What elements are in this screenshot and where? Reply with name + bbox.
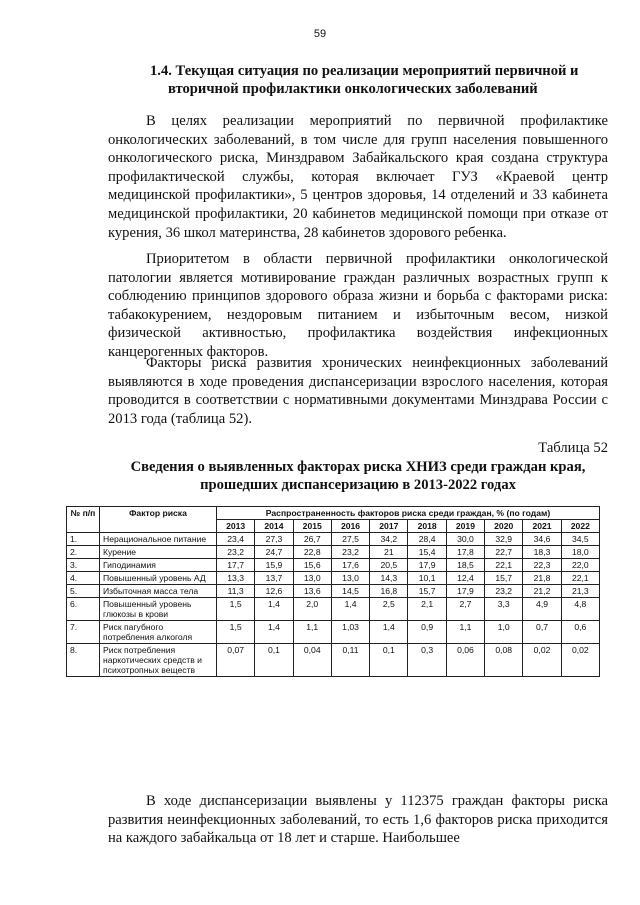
table-title-line-2: прошедших диспансеризацию в 2013-2022 годах bbox=[200, 477, 516, 493]
row-value: 20,5 bbox=[370, 559, 408, 572]
paragraph: Факторы риска развития хронических неинфекционных заболеваний выявляются в ходе проведения диспансеризации взрослого населения, которая проводится в соответствии с нормативными документами Минздрава России с 2013 года (таблица 52). bbox=[108, 355, 608, 427]
table-header-row bbox=[67, 507, 600, 520]
row-value: 1,5 bbox=[217, 598, 255, 621]
row-value: 27,3 bbox=[255, 533, 293, 546]
row-value: 0,07 bbox=[217, 644, 255, 677]
row-number: 7. bbox=[67, 621, 100, 644]
row-value: 13,7 bbox=[255, 572, 293, 585]
year-header: 2015 bbox=[293, 520, 331, 533]
row-value: 21,2 bbox=[523, 585, 561, 598]
year-header: 2018 bbox=[408, 520, 446, 533]
row-number: 4. bbox=[67, 572, 100, 585]
row-value: 15,6 bbox=[293, 559, 331, 572]
row-value: 2,5 bbox=[370, 598, 408, 621]
row-value: 22,1 bbox=[485, 559, 523, 572]
row-value: 28,4 bbox=[408, 533, 446, 546]
table-row bbox=[67, 559, 600, 572]
row-value: 15,4 bbox=[408, 546, 446, 559]
table-label: Таблица 52 bbox=[538, 440, 608, 456]
row-value: 13,3 bbox=[217, 572, 255, 585]
row-value: 18,5 bbox=[446, 559, 484, 572]
row-value: 1,5 bbox=[217, 621, 255, 644]
row-value: 1,1 bbox=[293, 621, 331, 644]
row-value: 2,7 bbox=[446, 598, 484, 621]
table-title-line-1: Сведения о выявленных факторах риска ХНИЗ среди граждан края, bbox=[130, 459, 586, 475]
row-value: 0,9 bbox=[408, 621, 446, 644]
section-heading-line-2: вторичной профилактики онкологических заболеваний bbox=[168, 81, 538, 97]
row-value: 14,5 bbox=[331, 585, 369, 598]
row-value: 15,7 bbox=[485, 572, 523, 585]
table-body bbox=[67, 533, 600, 677]
row-value: 22,0 bbox=[561, 559, 599, 572]
row-value: 18,0 bbox=[561, 546, 599, 559]
row-value: 0,06 bbox=[446, 644, 484, 677]
row-value: 2,0 bbox=[293, 598, 331, 621]
row-value: 17,9 bbox=[446, 585, 484, 598]
section-heading bbox=[150, 62, 590, 98]
row-value: 22,8 bbox=[293, 546, 331, 559]
row-value: 16,8 bbox=[370, 585, 408, 598]
row-value: 21,3 bbox=[561, 585, 599, 598]
row-factor: Повышенный уровень глюкозы в крови bbox=[100, 598, 217, 621]
paragraph-structure bbox=[108, 112, 608, 242]
row-value: 12,4 bbox=[446, 572, 484, 585]
year-header: 2021 bbox=[523, 520, 561, 533]
row-value: 23,2 bbox=[331, 546, 369, 559]
row-value: 27,5 bbox=[331, 533, 369, 546]
row-factor: Гиподинамия bbox=[100, 559, 217, 572]
row-value: 11,3 bbox=[217, 585, 255, 598]
row-value: 26,7 bbox=[293, 533, 331, 546]
section-heading-line-1: 1.4. Текущая ситуация по реализации мероприятий первичной и bbox=[150, 63, 579, 79]
row-value: 17,6 bbox=[331, 559, 369, 572]
row-value: 34,2 bbox=[370, 533, 408, 546]
table-row bbox=[67, 621, 600, 644]
row-value: 13,6 bbox=[293, 585, 331, 598]
row-value: 17,8 bbox=[446, 546, 484, 559]
row-value: 17,7 bbox=[217, 559, 255, 572]
row-value: 21 bbox=[370, 546, 408, 559]
table-row bbox=[67, 585, 600, 598]
year-header: 2016 bbox=[331, 520, 369, 533]
row-factor: Избыточная масса тела bbox=[100, 585, 217, 598]
row-value: 0,1 bbox=[370, 644, 408, 677]
row-value: 22,3 bbox=[523, 559, 561, 572]
risk-factor-table bbox=[66, 506, 600, 677]
row-number: 5. bbox=[67, 585, 100, 598]
paragraph-risk-factors bbox=[108, 354, 608, 428]
table-row bbox=[67, 546, 600, 559]
paragraph: В целях реализации мероприятий по первичной профилактике онкологических заболеваний, в том числе для групп населения повышенного онкологического риска, Минздравом Забайкальского края создана структура профилактической службы, которая включает ГУЗ «Краевой центр медицинской профилактики», 5 центров здоровья, 14 отделений и 33 кабинета медицинской профилактики, 20 кабинетов медицинской помощи при отказе от курения, 36 школ материнства, 28 кабинетов здорового ребенка. bbox=[108, 113, 608, 241]
row-value: 34,6 bbox=[523, 533, 561, 546]
row-value: 1,4 bbox=[370, 621, 408, 644]
year-header: 2020 bbox=[485, 520, 523, 533]
row-value: 0,1 bbox=[255, 644, 293, 677]
row-factor: Повышенный уровень АД bbox=[100, 572, 217, 585]
row-value: 0,08 bbox=[485, 644, 523, 677]
row-value: 15,7 bbox=[408, 585, 446, 598]
row-value: 32,9 bbox=[485, 533, 523, 546]
year-header: 2013 bbox=[217, 520, 255, 533]
row-value: 1,1 bbox=[446, 621, 484, 644]
row-value: 1,0 bbox=[485, 621, 523, 644]
row-value: 21,8 bbox=[523, 572, 561, 585]
row-value: 0,04 bbox=[293, 644, 331, 677]
row-number: 2. bbox=[67, 546, 100, 559]
row-value: 10,1 bbox=[408, 572, 446, 585]
header-num: № п/п bbox=[67, 507, 100, 533]
row-value: 30,0 bbox=[446, 533, 484, 546]
row-number: 3. bbox=[67, 559, 100, 572]
row-factor: Риск потребления наркотических средств и психотропных веществ bbox=[100, 644, 217, 677]
year-header: 2017 bbox=[370, 520, 408, 533]
header-prevalence: Распространенность факторов риска среди граждан, % (по годам) bbox=[217, 507, 600, 520]
row-value: 23,2 bbox=[217, 546, 255, 559]
row-value: 13,0 bbox=[331, 572, 369, 585]
row-value: 0,02 bbox=[561, 644, 599, 677]
row-value: 0,7 bbox=[523, 621, 561, 644]
row-factor: Риск пагубного потребления алкоголя bbox=[100, 621, 217, 644]
row-value: 1,03 bbox=[331, 621, 369, 644]
row-number: 6. bbox=[67, 598, 100, 621]
row-value: 23,4 bbox=[217, 533, 255, 546]
table-row bbox=[67, 644, 600, 677]
row-value: 1,4 bbox=[255, 621, 293, 644]
row-value: 15,9 bbox=[255, 559, 293, 572]
row-value: 3,3 bbox=[485, 598, 523, 621]
row-value: 0,11 bbox=[331, 644, 369, 677]
header-factor: Фактор риска bbox=[100, 507, 217, 533]
year-header: 2022 bbox=[561, 520, 599, 533]
table-title bbox=[108, 458, 608, 494]
row-value: 13,0 bbox=[293, 572, 331, 585]
table-row bbox=[67, 533, 600, 546]
paragraph: Приоритетом в области первичной профилактики онкологической патологии является мотивирование граждан различных возрастных групп к соблюдению принципов здорового образа жизни и борьба с факторами риска: табакокурением, нездоровым питанием и избыточным весом, низкой физической активностью, профилактика воздействия инфекционных канцерогенных факторов. bbox=[108, 251, 608, 360]
row-factor: Нерациональное питание bbox=[100, 533, 217, 546]
paragraph-closing bbox=[108, 792, 608, 848]
year-header: 2019 bbox=[446, 520, 484, 533]
row-number: 8. bbox=[67, 644, 100, 677]
row-value: 2,1 bbox=[408, 598, 446, 621]
row-value: 4,9 bbox=[523, 598, 561, 621]
row-value: 14,3 bbox=[370, 572, 408, 585]
row-value: 4,8 bbox=[561, 598, 599, 621]
row-value: 34,5 bbox=[561, 533, 599, 546]
table-row bbox=[67, 598, 600, 621]
row-value: 12,6 bbox=[255, 585, 293, 598]
row-number: 1. bbox=[67, 533, 100, 546]
row-value: 1,4 bbox=[255, 598, 293, 621]
row-value: 22,7 bbox=[485, 546, 523, 559]
row-value: 18,3 bbox=[523, 546, 561, 559]
year-header: 2014 bbox=[255, 520, 293, 533]
row-value: 0,02 bbox=[523, 644, 561, 677]
row-value: 0,6 bbox=[561, 621, 599, 644]
row-value: 17,9 bbox=[408, 559, 446, 572]
row-value: 22,1 bbox=[561, 572, 599, 585]
paragraph: В ходе диспансеризации выявлены у 112375 граждан факторы риска развития неинфекционных заболеваний, то есть 1,6 факторов риска приходится на каждого забайкальца от 18 лет и старше. Наибольшее bbox=[108, 793, 608, 847]
row-value: 23,2 bbox=[485, 585, 523, 598]
row-value: 24,7 bbox=[255, 546, 293, 559]
row-value: 0,3 bbox=[408, 644, 446, 677]
row-value: 1,4 bbox=[331, 598, 369, 621]
row-factor: Курение bbox=[100, 546, 217, 559]
page-number: 59 bbox=[313, 28, 327, 40]
table-row bbox=[67, 572, 600, 585]
paragraph-priorities bbox=[108, 250, 608, 362]
